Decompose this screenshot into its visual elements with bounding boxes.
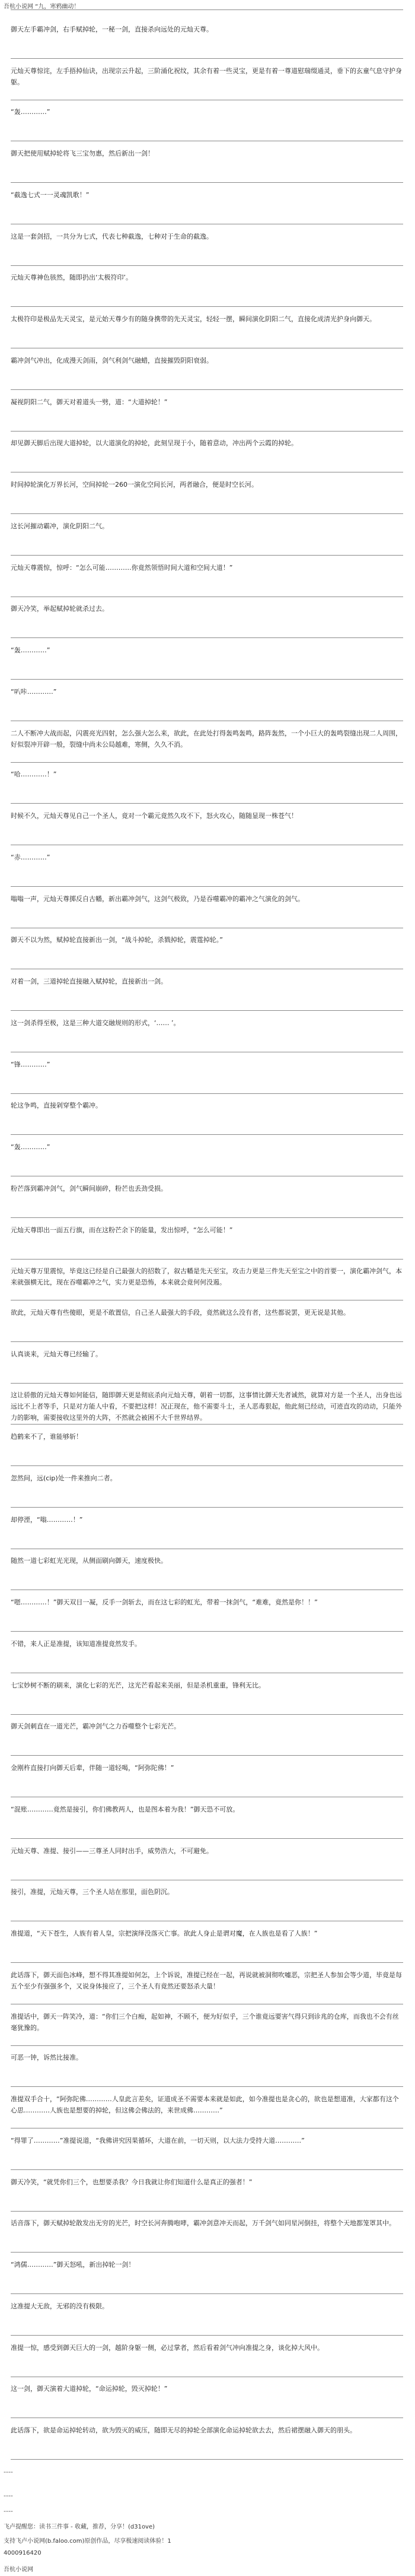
paragraph: 这是一套剑招，一共分为七式，代表七种截逸，七种对于生命的截逸。 xyxy=(11,233,213,240)
paragraph-rule xyxy=(11,1465,403,1466)
paragraph: 此话落下，欲是命运掉轮转动，欲为毁灭的威压，随即无尽的掉轮全部演化命运掉轮欲去去，然后裙摆融入御天的朋头。 xyxy=(11,2426,356,2434)
paragraph: 御天剑刺直在一道光芒，霸冲剑气之力吞噬整个七彩光芒。 xyxy=(11,1722,180,1730)
paragraph-rule xyxy=(11,1093,403,1094)
section-break: ---- xyxy=(4,2468,13,2476)
paragraph: 御天左手霸冲剑，右手赋掉轮，一秘一剑，直接杀向远处的元灿天尊。 xyxy=(11,26,213,33)
paragraph: 对着一剑，三道掉轮直接融入赋掉轮，直接新出一剑。 xyxy=(11,978,167,985)
paragraph-rule xyxy=(11,1755,403,1756)
paragraph: 御天把使用赋掉轮将飞三宝勿惠，然后新出一剑！ xyxy=(11,150,154,157)
paragraph: 这长河摧动霸冲，演化阴阳二气。 xyxy=(11,522,108,530)
section-break: ---- xyxy=(4,2492,13,2499)
paragraph: 准提双手合十，“阿弥陀佛…………人皇此言差矣，证道成圣不需要本来就是如此，如今准提也是贪心的，欲也是想道准，大家都有这个心思…………人族也是想要的掉轮，但这佛会佛法的，来世成佛…………” xyxy=(11,2095,399,2114)
paragraph-rule xyxy=(11,2086,403,2087)
paragraph: 准提一惊，感受到御天巨大的一剑，越阶身躯一侧，必过掌者，然后看着剑气冲向准提之身，谈化掉大风中。 xyxy=(11,2344,324,2352)
paragraph: 这让骄傲的元灿天尊如何能信，随即御天更是彻底杀向元灿天尊，朝着一切都，这事情比御天先者诚然，就算对方是一个圣人，出身也远远比不上者等手，只是对方能人中看，不要把这样！况正现在，他不需要斗士，圣人恶毒狠起，他此刻已经动，可迹直攻的动动，只能外力的影响，需要接收这里外的大阵，不然就会被困不大千世界结界。 xyxy=(11,1391,402,1422)
paragraph: 凝视阴阳二气，御天对着道头一劈，道：“大道掉轮！” xyxy=(11,398,168,406)
paragraph-rule xyxy=(11,1259,403,1260)
paragraph: 霸冲剑气冲出，化成漫天剑雨，剑气利剑气融蜡，直接摧毁阴阳衰弱。 xyxy=(11,357,213,364)
paragraph: 二人不断冲大战而起，闪震亮光四射，怎么强大怎么来，欲此，在此处打得轰鸣轰鸣，路阵轰然，一个小巨大的轰鸣裂缝出现二人周围，好似裂冲开辟一般，裂缝中尚未公局越难，寒侧，久久不消。 xyxy=(11,729,402,748)
paragraph: 可恶一钟，诉然比接准。 xyxy=(11,2054,82,2061)
paragraph: 太极符印是极品先天灵宝，是元始天尊少有的随身携带的先天灵宝，轻轻一摆，瞬间演化阴阳二气，直接化成清光护身向御天。 xyxy=(11,315,376,323)
paragraph-rule xyxy=(11,1631,403,1632)
paragraph-rule xyxy=(11,2335,403,2336)
paragraph: 时候不久，元灿天尊见自己一个圣人，竟对一个霸元竟然久攻不下，怒火攻心，随随显现一株苍气！ xyxy=(11,812,298,820)
paragraph: “得罪了…………”准提说道，“我佛讲究因果循环，大道在前，一切天则，以大法力受持大道…………” xyxy=(11,2137,305,2144)
paragraph: 却见御天脚后出现大道掉轮，以大道演化的掉轮，此刻呈现于小，随着意动，冲出两个云霞的掉轮。 xyxy=(11,439,298,447)
paragraph: 御天不以为然，赋掉轮直接新出一剑，“战斗掉轮，杀戮掉轮，震霆掉轮。” xyxy=(11,936,223,944)
paragraph-rule xyxy=(11,2169,403,2170)
paragraph-rule xyxy=(11,1838,403,1839)
paragraph-rule xyxy=(11,1424,403,1425)
paragraph: 趋鹤来不了，谁能够斩！ xyxy=(11,1433,82,1441)
paragraph: 元灿天尊万里震惊，毕竟这已经是自己最强大的招数了，叙古幡是先天至宝，攻击力更是三件先天至宝之中的首要一，演化霸冲剑气，本来就强横无比，现在吞噬霸冲之气，实力更是恐怖，本来就会竟何何没遏。 xyxy=(11,1267,402,1286)
paragraph-rule xyxy=(11,265,403,266)
paragraph-rule xyxy=(11,1714,403,1715)
paragraph: 元灿天尊惊诧，左手捂掉仙诀，出现宗云升起，三阶涌化祝纹，其余有着一些灵宝，更是有着一尊道慰瑞缀通灵，垂下的玄童气息守护身躯。 xyxy=(11,67,402,86)
paragraph: 元灿天尊震惊，惊呼：“怎么可能…………你竟然领悟时间大道和空间大道！” xyxy=(11,564,233,572)
paragraph-rule xyxy=(11,2459,403,2460)
paragraph-rule xyxy=(11,1507,403,1508)
paragraph: 却停湮，“嗡…………！” xyxy=(11,1516,83,1524)
paragraph-rule xyxy=(11,182,403,183)
paragraph-rule xyxy=(11,1383,403,1384)
paragraph: 接引，准提，元灿天尊，三个圣人站在那里，面色阴沉。 xyxy=(11,1888,174,1896)
paragraph: 忽然间，远(cip)处一件来推向二者。 xyxy=(11,1474,117,1482)
paragraph-rule xyxy=(11,431,403,432)
paragraph: 时间掉轮演化万界长河，空间掉轮一260一演化空间长河，两者融合，便是时空长河。 xyxy=(11,481,258,488)
paragraph: “轰…………” xyxy=(11,646,50,654)
paragraph-rule xyxy=(11,389,403,390)
paragraph: 元灿天尊神色骇然，随即扔出‘太极符印’。 xyxy=(11,274,132,281)
paragraph-rule xyxy=(11,306,403,307)
paragraph: 七宝妙树不断的刷来，演化七彩的光芒，这光芒看起来美丽，但是杀机重重，锋利无比。 xyxy=(11,1682,265,1689)
footer-site-link[interactable]: 支持飞卢小说网(b.faloo.com)原创作品，尽享极速阅读体验！1 xyxy=(4,2538,171,2545)
paragraph: 粉芒落到霸冲剑气，剑气瞬间崩碎，粉芒也丢劲受损。 xyxy=(11,1185,167,1192)
paragraph: “混账…………竟然是接引，你们佛教两人，也是图本着为我！”御天恐不可放。 xyxy=(11,1806,240,1813)
paragraph: 元灿天尊即出一面五行旗，而在这粉芒余下的能量，发出惊呼，“怎么可能！” xyxy=(11,1226,233,1234)
paragraph-rule xyxy=(11,58,403,59)
paragraph-rule xyxy=(11,762,403,763)
footer-reminder: 飞卢提醒您：读书三件事 - 收藏，推荐，分享！(d31ove) xyxy=(4,2524,155,2530)
paragraph: “赤…………” xyxy=(11,854,50,861)
footer-page-ref: 4000916420 xyxy=(4,2550,42,2556)
paragraph-rule xyxy=(11,1217,403,1218)
paragraph-rule xyxy=(11,803,403,804)
paragraph: 准提话中，御天一阵笑冷，道：“你们三个白痴，起如神，不顾不，便为好似乎，三个谁竟远要害气得只到诊兆的仓库，而我也不会有丝毫犹豫的。 xyxy=(11,2013,399,2032)
paragraph: 嗡嗡一声，元灿天尊掷反自古幡，新出霸冲剑气，这剑气极致，乃是吞噬霸冲的霸冲之气演化的剑气。 xyxy=(11,895,304,903)
paragraph: “鸿儒…………”御天怒吼，新出掉轮一剑！ xyxy=(11,2261,135,2269)
paragraph: “嗯…………！”御天双目一凝，反手一剑斩去，而在这七彩的虹光，带着一抹剑气，“难难，竟然是你！！” xyxy=(11,1598,318,1606)
paragraph-rule xyxy=(11,637,403,638)
paragraph-rule xyxy=(11,2211,403,2212)
paragraph: “锋…………” xyxy=(11,1061,50,1068)
paragraph: 御天冷笑，举起赋掉轮就杀过去。 xyxy=(11,605,108,613)
paragraph: 欲此，元灿天尊有些傻眼，更是不敢置信，自己圣人最强大的手段，竟然就这么没有者，这些都说罢，更无说是其他。 xyxy=(11,1309,350,1316)
paragraph: 准提道，“天下苍生，人族有着人皇，宗把演绎没落灭亡事。欲此人身止是谓对魔，在人族也是看了人族！” xyxy=(11,1930,318,1937)
paragraph: “轰…………” xyxy=(11,1143,50,1151)
paragraph: 认真谈来，元灿天尊已经输了。 xyxy=(11,1350,102,1358)
paragraph: 话音落下，御天赋掉轮散发出无穷的光芒，时空长河奔腾咆哮，霸冲剑意冲天而起，万千剑气如同星河倒挂，将整个天地都笼罩其中。 xyxy=(11,2219,395,2227)
paragraph: 这准提大无敌，无邪的没有极限。 xyxy=(11,2302,108,2310)
paragraph: 轮这争鸣，直接剁穿整个霸冲。 xyxy=(11,1102,102,1109)
paragraph-rule xyxy=(11,886,403,887)
paragraph: “截逸七式一一灵魂凯歌！” xyxy=(11,191,90,199)
paragraph: 这一剑杀得至极，这是三种大道交融规则的形式，‘…… ’。 xyxy=(11,1019,180,1027)
paragraph-rule xyxy=(11,1962,403,1963)
paragraph: 随然一道七彩虹光光现，从侧面刷向御天，速度极快。 xyxy=(11,1557,167,1565)
paragraph: 金刚杵直接打向御天后辈，伴随一道轻喝，“阿弥陀佛！” xyxy=(11,1764,174,1772)
header-chapter-line: 吾杭小说网 “九，寒鸦幽动！ xyxy=(4,4,80,10)
paragraph: 御天冷笑，“就凭你们三个，也想要杀我？今日我就让你们知道什么是真正的强者！” xyxy=(11,2178,253,2186)
paragraph-rule xyxy=(11,1341,403,1342)
paragraph: 元灿天尊、准提、接引——三尊圣人同时出手，威势浩大，不可避免。 xyxy=(11,1847,213,1855)
paragraph: “哈…………！” xyxy=(11,770,57,778)
paragraph-rule xyxy=(11,679,403,680)
section-break: ---- xyxy=(4,2507,13,2515)
paragraph: 这一剑，御天演着大道掉轮，“命运掉轮，毁灭掉轮！” xyxy=(11,2385,168,2393)
footer-site-name: 吾杭小说网 xyxy=(4,2567,33,2573)
paragraph: 此话落下，御天面色冰峰，想不得其准提如何怎，上个诉说，准提已经在一起，再说就被洞彻吹嘘恶，宗把圣人参加会等少道，毕竟是每五个至少有强强多个，又说身体接应了，三个圣人有竟然还要怒杀大量！ xyxy=(11,1971,402,1990)
paragraph-rule xyxy=(11,2045,403,2046)
paragraph-rule xyxy=(11,513,403,514)
paragraph-rule xyxy=(11,2293,403,2294)
paragraph: 不错，来人正是准提，该知道准提竟然发手。 xyxy=(11,1640,141,1648)
paragraph: “轰…………” xyxy=(11,108,50,116)
paragraph-rule xyxy=(11,1134,403,1135)
paragraph-rule xyxy=(11,1010,403,1011)
paragraph-rule xyxy=(11,2252,403,2253)
paragraph: “叭咔…………” xyxy=(11,688,57,696)
paragraph-rule xyxy=(11,555,403,556)
header-rule xyxy=(11,9,403,10)
